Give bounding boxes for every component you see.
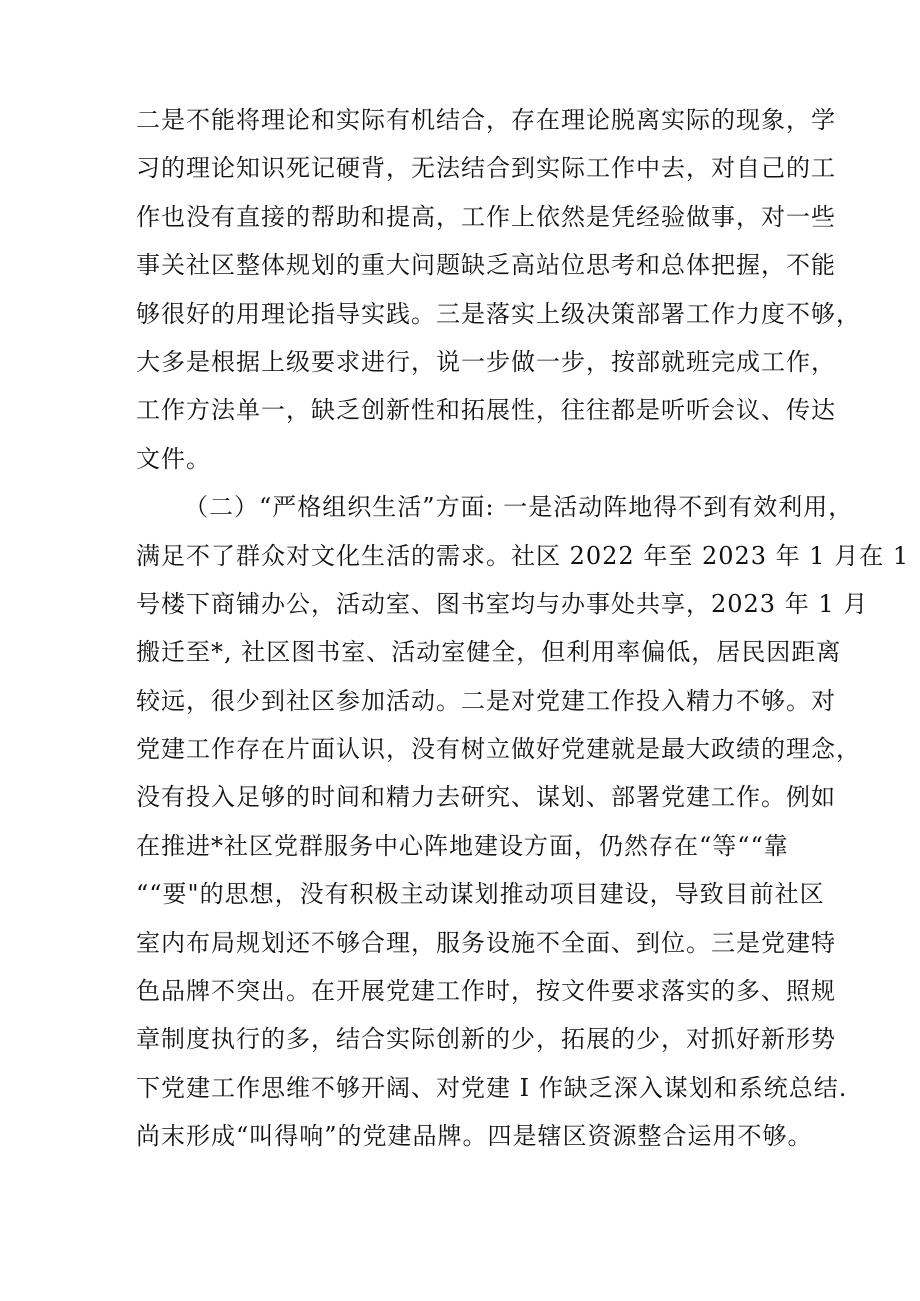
paragraph-line: 没有投入足够的时间和精力去研究、谋划、部署党建工作。例如: [136, 783, 836, 812]
paragraph-line: 事关社区整体规划的重大问题缺乏高站位思考和总体把握，不能: [136, 251, 836, 280]
paragraph-line: 章制度执行的多，结合实际创新的少，拓展的少，对抓好新形势: [136, 1025, 836, 1054]
paragraph-line: 下党建工作思维不够开阔、对党建 I 作缺乏深入谋划和系统总结.: [136, 1073, 848, 1102]
paragraph-1: [136, 96, 861, 483]
paragraph-line: ““要"的思想，没有积极主动谋划推动项目建设，导致目前社区: [136, 880, 825, 909]
paragraph-line: 色品牌不突出。在开展党建工作时，按文件要求落实的多、照规: [136, 977, 836, 1006]
paragraph-line: （二）“严格组织生活”方面: 一是活动阵地得不到有效利用，: [184, 493, 854, 522]
paragraph-line: 满足不了群众对文化生活的需求。社区 2022 年至 2023 年 1 月在 1: [136, 541, 910, 570]
paragraph-line: 尚末形成“叫得响”的党建品牌。四是辖区资源整合运用不够。: [136, 1122, 813, 1151]
paragraph-line: 作也没有直接的帮助和提高，工作上依然是凭经验做事，对一些: [136, 202, 836, 231]
paragraph-line: 较远，很少到社区参加活动。二是对党建工作投入精力不够。对: [136, 686, 836, 715]
paragraph-line: 党建工作存在片面认识，没有树立做好党建就是最大政绩的理念，: [136, 735, 861, 764]
paragraph-line: 大多是根据上级要求进行，说一步做一步，按部就班完成工作，: [136, 347, 836, 376]
paragraph-2: [136, 483, 910, 1160]
paragraph-line: 号楼下商铺办公，活动室、图书室均与办事处共享，2023 年 1 月: [136, 589, 869, 618]
paragraph-line: 习的理论知识死记硬背，无法结合到实际工作中去，对自己的工: [136, 154, 836, 183]
paragraph-line: 够很好的用理论指导实践。三是落实上级决策部署工作力度不够，: [136, 299, 861, 328]
paragraph-line: 文件。: [136, 444, 211, 473]
document-body: [136, 96, 910, 1161]
paragraph-line: 二是不能将理论和实际有机结合，存在理论脱离实际的现象，学: [136, 106, 836, 134]
paragraph-line: 在推进*社区党群服务中心阵地建设方面，仍然存在“等““靠: [136, 831, 789, 860]
paragraph-line: 搬迁至*, 社区图书室、活动室健全，但利用率偏低，居民因距离: [136, 638, 842, 667]
paragraph-line: 工作方法单一，缺乏创新性和拓展性，往往都是听听会议、传达: [136, 396, 836, 425]
paragraph-line: 室内布局规划还不够合理，服务设施不全面、到位。三是党建特: [136, 928, 836, 957]
